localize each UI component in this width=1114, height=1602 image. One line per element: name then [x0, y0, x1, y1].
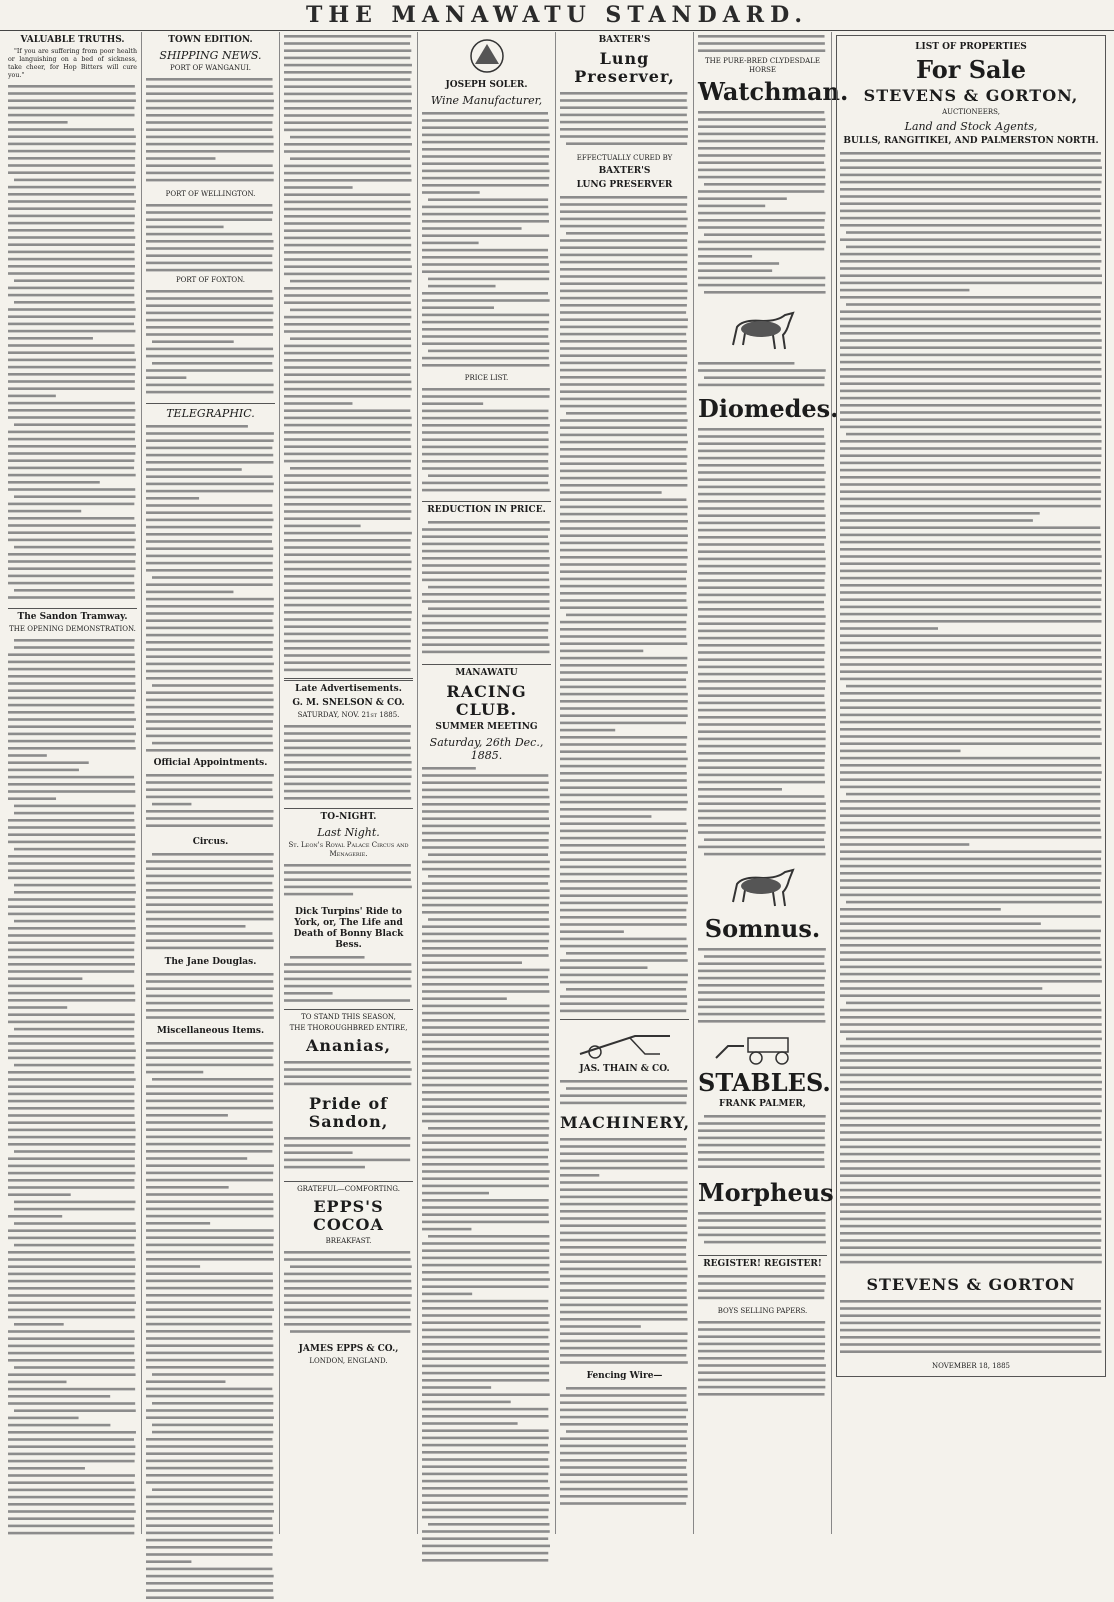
column-7	[832, 32, 1110, 1534]
headline-shipping-news: SHIPPING NEWS.	[159, 49, 262, 62]
text-block	[422, 109, 550, 369]
horse-morpheus: Morpheus	[698, 1177, 834, 1207]
text-block	[284, 1134, 412, 1174]
subhead-opening-demonstration: THE OPENING DEMONSTRATION.	[9, 625, 136, 634]
text-block	[698, 359, 826, 389]
text-block	[698, 32, 826, 52]
text-block	[146, 771, 274, 831]
text-block	[840, 1297, 1102, 1357]
stud-notice: TO STAND THIS SEASON,	[301, 1013, 396, 1022]
james-epps: JAMES EPPS & CO.,	[298, 1343, 399, 1354]
column-4	[418, 32, 556, 1534]
stevens-gorton: STEVENS & GORTON,	[863, 86, 1079, 105]
headline-tonight: TO-NIGHT.	[320, 812, 377, 823]
joseph-soler: JOSEPH SOLER.	[445, 80, 528, 90]
advert-date: SATURDAY, NOV. 21st 1885.	[297, 711, 400, 720]
headline-miscellaneous-items: Miscellaneous Items.	[156, 1025, 265, 1036]
headline-town-edition: TOWN EDITION.	[168, 35, 253, 45]
lung-preserver: Lung Preserver,	[574, 49, 675, 86]
text-block	[560, 89, 688, 149]
text-block	[698, 425, 826, 855]
text-block	[146, 970, 274, 1020]
text-block	[560, 193, 688, 1013]
horse-ananias: Ananias,	[305, 1036, 392, 1056]
lead-paragraph: "If you are suffering from poor health or languishing on a bed of sickness, take cheer, for Hop Bitters will cure you."	[8, 48, 137, 80]
bulls-palmerston: BULLS, RANGITIKEI, AND PALMERSTON NORTH.	[843, 136, 1099, 146]
subhead-port-wellington: PORT OF WELLINGTON.	[165, 190, 256, 199]
show-title: Dick Turpins' Ride to York, or, The Life and Death of Bonny Black Bess.	[293, 907, 404, 951]
horse-somnus: Somnus.	[704, 914, 821, 944]
racing-club: RACING CLUB.	[446, 682, 527, 720]
horse-diomedes: Diomedes.	[698, 394, 839, 424]
text-block	[422, 385, 550, 495]
horse-pride-of-sandon: Pride of Sandon,	[308, 1094, 389, 1132]
text-block	[560, 1384, 688, 1504]
text-block	[146, 422, 274, 752]
carriage-illustration	[708, 1032, 818, 1066]
text-block	[8, 636, 136, 1536]
headline-official-appointments: Official Appointments.	[153, 758, 268, 769]
jas-thain: JAS. THAIN & CO.	[579, 1064, 670, 1075]
effectually-cured: EFFECTUALLY CURED BY	[576, 154, 673, 163]
text-block	[146, 287, 274, 397]
stables: STABLES.	[698, 1068, 831, 1098]
headline-late-advertisements: Late Advertisements.	[295, 684, 402, 695]
subhead-port-foxton: PORT OF FOXTON.	[175, 276, 246, 285]
text-block	[284, 953, 412, 1003]
text-block	[560, 1077, 688, 1107]
list-of-properties: LIST OF PROPERTIES	[915, 42, 1027, 52]
circus-name: St. Leon's Royal Palace Circus and Menagerie.	[288, 841, 409, 859]
lung-preserver-2: LUNG PRESERVER	[576, 180, 673, 191]
text-block	[422, 764, 550, 1564]
article-body	[8, 48, 137, 605]
properties-box	[836, 35, 1106, 1377]
horse-illustration	[723, 862, 803, 912]
horse-illustration	[723, 305, 803, 355]
imprint-date: NOVEMBER 18, 1885	[932, 1362, 1010, 1371]
text-block	[840, 149, 1102, 1269]
fencing-wire: Fencing Wire—	[586, 1371, 663, 1382]
column-6	[694, 32, 849, 1534]
text-block	[284, 722, 412, 802]
price-list: PRICE LIST.	[464, 374, 509, 383]
wine-manufacturer: Wine Manufacturer,	[430, 94, 543, 107]
text-block	[698, 1318, 826, 1398]
cocoa-tagline: GRATEFUL—COMFORTING.	[297, 1184, 400, 1193]
text-block	[698, 108, 826, 298]
headline-circus: Circus.	[192, 837, 229, 848]
manawatu: MANAWATU	[455, 668, 518, 679]
column-1	[4, 32, 142, 1534]
column-3	[280, 32, 418, 1534]
text-block	[8, 82, 136, 602]
land-stock-agents: Land and Stock Agents,	[904, 120, 1038, 133]
text-block	[284, 1248, 412, 1338]
subhead-port-wanganui: PORT OF WANGANUI.	[170, 64, 251, 72]
text-block	[698, 1209, 826, 1249]
text-block	[284, 861, 412, 901]
frank-palmer: FRANK PALMER,	[719, 1099, 806, 1110]
meeting-date: Saturday, 26th Dec., 1885.	[429, 736, 544, 763]
reduction-in-price: REDUCTION IN PRICE.	[427, 505, 546, 516]
text-block	[698, 1112, 826, 1172]
columns	[4, 32, 1110, 1534]
headline-jane-douglas: The Jane Douglas.	[164, 956, 257, 967]
register-register: REGISTER! REGISTER!	[703, 1258, 822, 1269]
baxters: BAXTER'S	[598, 35, 651, 45]
masthead: THE MANAWATU STANDARD.	[0, 0, 1114, 31]
text-block	[698, 1272, 826, 1302]
epps-cocoa: EPPS'S COCOA	[313, 1196, 384, 1234]
horse-watchman: Watchman.	[698, 77, 849, 107]
for-sale: For Sale	[915, 55, 1026, 84]
column-5	[556, 32, 694, 1534]
plough-illustration	[575, 1024, 675, 1060]
text-block	[146, 201, 274, 271]
text-block	[146, 850, 274, 950]
headline-valuable-truths: VALUABLE TRUTHS.	[20, 35, 125, 45]
advertiser-snelson: G. M. SNELSON & CO.	[292, 698, 405, 709]
text-block	[146, 1039, 274, 1599]
text-block	[698, 945, 826, 1025]
headline-telegraphic: TELEGRAPHIC.	[166, 407, 255, 421]
stevens-gorton-footer: STEVENS & GORTON	[866, 1275, 1076, 1295]
column-2	[142, 32, 280, 1534]
emblem-illustration	[457, 36, 517, 76]
auctioneers: AUCTIONEERS,	[942, 108, 1000, 116]
text-block	[284, 32, 412, 672]
headline-last-night: Last Night.	[317, 826, 380, 840]
boys-selling-papers: BOYS SELLING PAPERS.	[717, 1306, 808, 1315]
baxters-2: BAXTER'S	[598, 166, 651, 177]
headline-sandon-tramway: The Sandon Tramway.	[17, 612, 128, 623]
breakfast: BREAKFAST.	[325, 1236, 372, 1245]
text-block	[284, 1058, 412, 1088]
london-england: LONDON, ENGLAND.	[309, 1356, 388, 1365]
stud-subtitle: THE THOROUGHBRED ENTIRE,	[289, 1024, 408, 1033]
text-block	[146, 75, 274, 185]
clydesdale-heading: THE PURE-BRED CLYDESDALE HORSE	[705, 57, 820, 75]
machinery: MACHINERY,	[560, 1113, 691, 1133]
text-block	[560, 1135, 688, 1365]
text-block	[422, 518, 550, 658]
summer-meeting: SUMMER MEETING	[435, 722, 538, 733]
